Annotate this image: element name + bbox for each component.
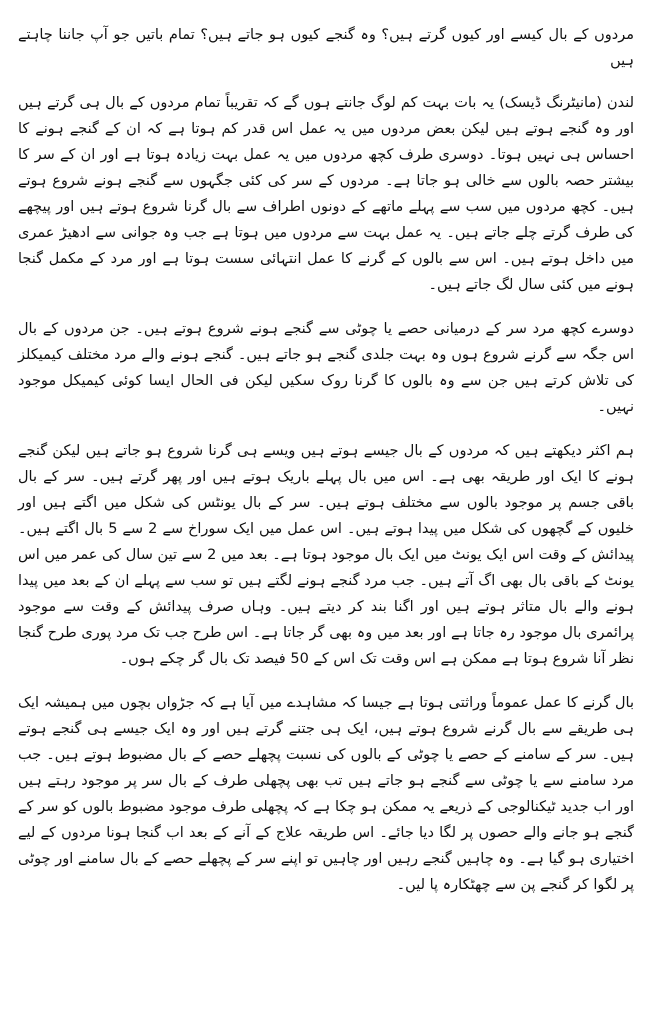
article-paragraph-4: بال گرنے کا عمل عموماً وراثتی ہوتا ہے جیسا کہ مشاہدے میں آیا ہے کہ جڑواں بچوں میں ہمیشہ ایک ہی طریقے سے بال گرنے شروع ہوتے ہیں، ایک ہی جتنے گرتے ہیں اور وہ ایک جیسے ہی گنجے ہوتے ہیں۔ سر کے سامنے کے حصے یا چوٹی کے بالوں کی نسبت پچھلے حصے کے بال مضبوط ہوتے ہیں۔ جب مرد سامنے سے یا چوٹی سے گنجے ہو جاتے ہیں تب بھی پچھلی طرف کے بال سر پر موجود رہتے ہیں اور اب جدید ٹیکنالوجی کے ذریعے یہ ممکن ہو چکا ہے کہ پچھلی طرف موجود مضبوط بالوں کو سر کے گنجے ہو جانے والے حصوں پر لگا دیا جائے۔ اس طریقہ علاج کے آنے کے بعد اب گنجا ہونا مردوں کے لیے اختیاری ہو گیا ہے۔ وہ چاہیں گنجے رہیں اور چاہیں تو اپنے سر کے پچھلے حصے کے بال سامنے اور چوٹی پر لگوا کر گنجے پن سے چھٹکارہ پا لیں۔ [18, 695, 634, 893]
article-paragraph-1: لندن (مانیٹرنگ ڈیسک) یہ بات بہت کم لوگ جانتے ہوں گے کہ تقریباً تمام مردوں کے بال ہی گرتے ہیں اور وہ گنجے ہوتے ہیں لیکن بعض مردوں میں یہ عمل اس قدر کم ہوتا ہے کہ ان کے گنجے ہونے کا احساس ہی نہیں ہوتا۔ دوسری طرف کچھ مردوں میں یہ عمل بہت زیادہ ہوتا ہے اور ان کے سر کا بیشتر حصہ بالوں سے خالی ہو جاتا ہے۔ مردوں کے سر کی کئی جگہوں سے گنجے ہونے شروع ہوتے ہیں۔ کچھ مردوں میں سب سے پہلے ماتھے کے دونوں اطراف سے بال گرنا شروع ہوتے ہیں اور پیچھے کی طرف گرتے چلے جاتے ہیں۔ یہ عمل بہت سے مردوں میں ہوتا ہے جب وہ جوانی سے ادھیڑ عمری میں داخل ہوتے ہیں۔ اس سے بالوں کے گرنے کا عمل انتہائی سست ہوتا ہے اور مرد کے مکمل گنجا ہونے میں کئی سال لگ جاتے ہیں۔ [18, 95, 634, 293]
article-title: مردوں کے بال کیسے اور کیوں گرتے ہیں؟ وہ گنجے کیوں ہو جاتے ہیں؟ تمام باتیں جو آپ جاننا چاہتے ہیں [18, 27, 634, 69]
article-paragraph-2: دوسرے کچھ مرد سر کے درمیانی حصے یا چوٹی سے گنجے ہونے شروع ہوتے ہیں۔ جن مردوں کے بال اس جگہ سے گرنے شروع ہوں وہ بہت جلدی گنجے ہو جاتے ہیں۔ گنجے ہونے والے مرد مختلف کیمیکلز کی تلاش کرتے ہیں جن سے وہ بالوں کا گرنا روک سکیں لیکن فی الحال ایسا کوئی کیمیکل موجود نہیں۔ [18, 321, 634, 415]
article-paragraph-3: ہم اکثر دیکھتے ہیں کہ مردوں کے بال جیسے ہوتے ہیں ویسے ہی گرنا شروع ہو جاتے ہیں لیکن گنجے ہونے کا ایک اور طریقہ بھی ہے۔ اس میں بال پہلے باریک ہوتے ہیں اور پھر گرتے ہیں۔ سر کے بال باقی جسم پر موجود بالوں سے مختلف ہوتے ہیں۔ سر کے بال یونٹس کی شکل میں اگتے ہیں اور خلیوں کے گچھوں کی شکل میں پیدا ہوتے ہیں۔ اس عمل میں ایک سوراخ سے 2 سے 5 بال اگتے ہیں۔ پیدائش کے وقت اس ایک یونٹ میں ایک بال موجود ہوتا ہے۔ بعد میں 2 سے تین سال کی عمر میں اس یونٹ کے باقی بال بھی اگ آتے ہیں۔ جب مرد گنجے ہونے لگتے ہیں تو سب سے پہلے ان کے بعد میں پیدا ہونے والے بال متاثر ہوتے ہیں اور اگنا بند کر دیتے ہیں۔ وہاں صرف پیدائش کے وقت سے موجود پرائمری بال موجود رہ جاتا ہے اور بعد میں وہ بھی گر جاتا ہے۔ اس طرح جب تک مرد پوری طرح گنجا نظر آنا شروع ہوتا ہے ممکن ہے اس وقت تک اس کے 50 فیصد تک بال گر چکے ہوں۔ [18, 443, 635, 667]
